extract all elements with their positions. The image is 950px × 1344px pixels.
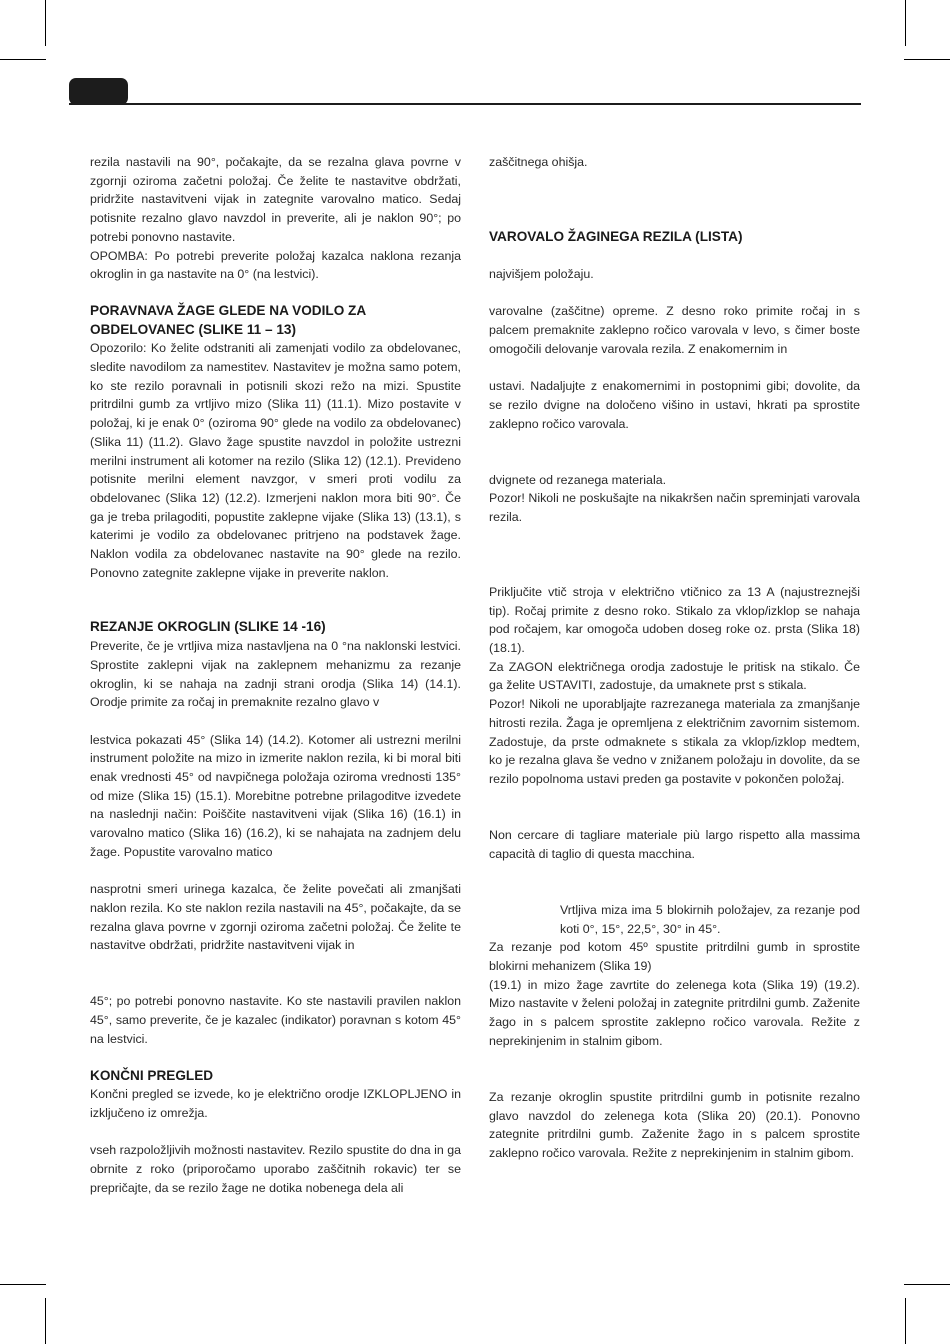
- paragraph: Pozor! Nikoli ne uporabljajte razrezanega materiala za zmanjšanje hitrosti rezila. Žaga je opremljena z električnim zavornim sistemom. Zadostuje, da prste odmaknete s stikala za vklop/izklop medtem, ko je rezalna glava še vedno v znižanem položaju in dovolite, da se rezilo popolnoma ustavi preden ga postavite v pokončen položaj.: [489, 697, 860, 786]
- paragraph: OPOMBA: Po potrebi preverite položaj kazalca naklona rezanja okroglin in ga nastavite na 0° (na lestvici).: [90, 248, 461, 282]
- right-column: [489, 153, 860, 1163]
- crop-mark: [905, 0, 906, 46]
- paragraph: Opozorilo: Ko želite odstraniti ali zamenjati vodilo za obdelovanec, sledite navodilom za namestitev. Nastavitev je možna samo potem, ko ste rezilo poravnali in potisnili skozi režo na mizi. Spustite pritrdilni gumb za vrtljivo mizo (Slika 11) (11.1). Mizo postavite v položaj, ki je enak 0° (oziroma 90° glede na vodilo za obdelovanec) (Slika 11) (11.2). Glavo žage spustite navzdol in položite ustrezni merilni instrument ali kotomer na rezilo (Slika 12) (12.1). Prevideno potisnite merilni element navzgor, v smeri proti vodilu za obdelovanec (Slika 12) (12.2). Izmerjeni naklon mora biti 90°. Če ga je treba prilagoditi, popustite zaklepne vijake (Slika 13) (13.1), s katerimi je vodilo za obdelovanec pritrjeno na podstavek žage. Naklon vodila za obdelovanec nastavite na 90° glede na rezilo. Ponovno zategnite zaklepne vijake in preverite naklon.: [90, 341, 461, 580]
- crop-mark: [0, 59, 46, 60]
- paragraph: lestvica pokazati 45° (Slika 14) (14.2). Kotomer ali ustrezni merilni instrument položite na mizo in izmerite naklon rezila, ki bi moral biti enak vrednosti 45° od navpičnega položaja oziroma vrednosti 135° od mize (Slika 15) (15.1). Morebitne potrebne prilagoditve izvedete na naslednji način: Poiščite nastavitveni vijak (Slika 16) (16.1) in varovalno matico (Slika 16) (16.2), ki se nahajata na zadnjem delu žage. Popustite varovalno matico: [90, 732, 461, 859]
- section-heading: KONČNI PREGLED: [90, 1067, 214, 1083]
- page-number-tab: [69, 78, 128, 105]
- paragraph: zaščitnega ohišja.: [489, 155, 588, 169]
- section-heading: REZANJE OKROGLIN (SLIKE 14 -16): [90, 619, 326, 635]
- paragraph: ustavi. Nadaljujte z enakomernimi in postopnimi gibi; dovolite, da se rezilo dvigne na določeno višino in ustavi, hkrati pa sprostite zaklepno ročico varovala.: [489, 379, 860, 431]
- paragraph: Za rezanje pod kotom 45º spustite pritrdilni gumb in sprostite blokirni mehanizem (Slika 19): [489, 940, 860, 973]
- paragraph: Pozor! Nikoli ne poskušajte na nikakršen način spreminjati varovala rezila.: [489, 491, 860, 525]
- paragraph: 45°; po potrebi ponovno nastavite. Ko ste nastavili pravilen naklon 45°, samo preverite, če je kazalec (indikator) poravnan s kotom 45° na lestvici.: [90, 994, 461, 1046]
- section-heading: VAROVALO ŽAGINEGA REZILA (LISTA): [489, 228, 743, 244]
- paragraph: rezila nastavili na 90°, počakajte, da se rezalna glava povrne v zgornji oziroma začetni položaj. Če želite te nastavitve obdržati, pridržite nastavitveni vijak in zategnite varovalno matico. Sedaj potisnite rezalno glavo navzdol in preverite, ali je naklon 90°; po potrebi ponovno nastavite.: [90, 155, 461, 244]
- crop-mark: [45, 1298, 46, 1344]
- section-heading: OBDELOVANEC (SLIKE 11 – 13): [90, 321, 296, 337]
- section-heading: PORAVNAVA ŽAGE GLEDE NA VODILO ZA: [90, 302, 367, 318]
- crop-mark: [0, 1284, 46, 1285]
- paragraph: (19.1) in mizo žage zavrtite do zelenega kota (Slika 19) (19.2). Mizo nastavite v želeni položaj in zategnite pritrdilni gumb. Zaženite žago in s palcem sprostite zaklepno ročico varovala. Režite z neprekinjenim in stalnim gibom.: [489, 977, 860, 1048]
- paragraph: najvišjem položaju.: [489, 267, 594, 282]
- paragraph: dvignete od rezanega materiala.: [489, 472, 667, 487]
- crop-mark: [904, 59, 950, 60]
- paragraph: Končni pregled se izvede, ko je električno orodje IZKLOPLJENO in izključeno iz omrežja.: [90, 1087, 461, 1120]
- paragraph: Preverite, če je vrtljiva miza nastavljena na 0 °na naklonski lestvici. Sprostite zaklepni vijak na zaklepnem mehanizmu za rezanje okroglin, ki se nahaja na zadnji strani orodja (Slika 14) (14.1). Orodje primite za ročaj in premaknite rezalno glavo v: [90, 639, 461, 710]
- paragraph: varovalne (zaščitne) opreme. Z desno roko primite ročaj in s palcem premaknite zaklepno ročico varovala v levo, s čimer boste omogočili delovanje varovala rezila. Z enakomernim in: [489, 304, 860, 356]
- paragraph: vseh razpoložljivih možnosti nastavitev. Rezilo spustite do dna in ga obrnite z roko (priporočamo uporabo zaščitnih rokavic) ter se prepričajte, da se rezilo žage ne dotika nobenega dela ali: [90, 1143, 461, 1195]
- paragraph: Vrtljiva miza ima 5 blokirnih položajev, za rezanje pod koti 0°, 15°, 22,5°, 30° in 45°.: [560, 902, 860, 936]
- crop-mark: [904, 1284, 950, 1285]
- crop-mark: [905, 1298, 906, 1344]
- paragraph: nasprotni smeri urinega kazalca, če želite povečati ali zmanjšati naklon rezila. Ko ste naklon rezila nastavili na 45°, počakajte, da se rezalna glava povrne v zgornji oziroma začetni položaj. Če želite te nastavitve obdržati, pridržite nastavitveni vijak in: [90, 882, 461, 953]
- header-rule: [69, 103, 861, 105]
- paragraph: Za ZAGON električnega orodja zadostuje le pritisk na stikalo. Če ga želite USTAVITI, zadostuje, da umaknete prst s stikala.: [489, 659, 860, 693]
- paragraph: Non cercare di tagliare materiale più largo rispetto alla massima capacità di taglio di questa macchina.: [489, 828, 860, 861]
- paragraph: Za rezanje okroglin spustite pritrdilni gumb in potisnite rezalno glavo navzdol do zelenega kota (Slika 20) (20.1). Ponovno zategnite pritrdilni gumb. Zaženite žago in s palcem sprostite zaklepno ročico varovala. Režite z neprekinjenim in stalnim gibom.: [489, 1089, 860, 1160]
- left-column: [90, 153, 461, 1198]
- paragraph: Priključite vtič stroja v električno vtičnico za 13 A (najustreznejši tip). Ročaj primite z desno roko. Stikalo za vklop/izklop se nahaja pod ročajem, kar omogoča udoben doseg roke oz. prsta (Slika 18) (18.1).: [489, 584, 860, 655]
- crop-mark: [45, 0, 46, 46]
